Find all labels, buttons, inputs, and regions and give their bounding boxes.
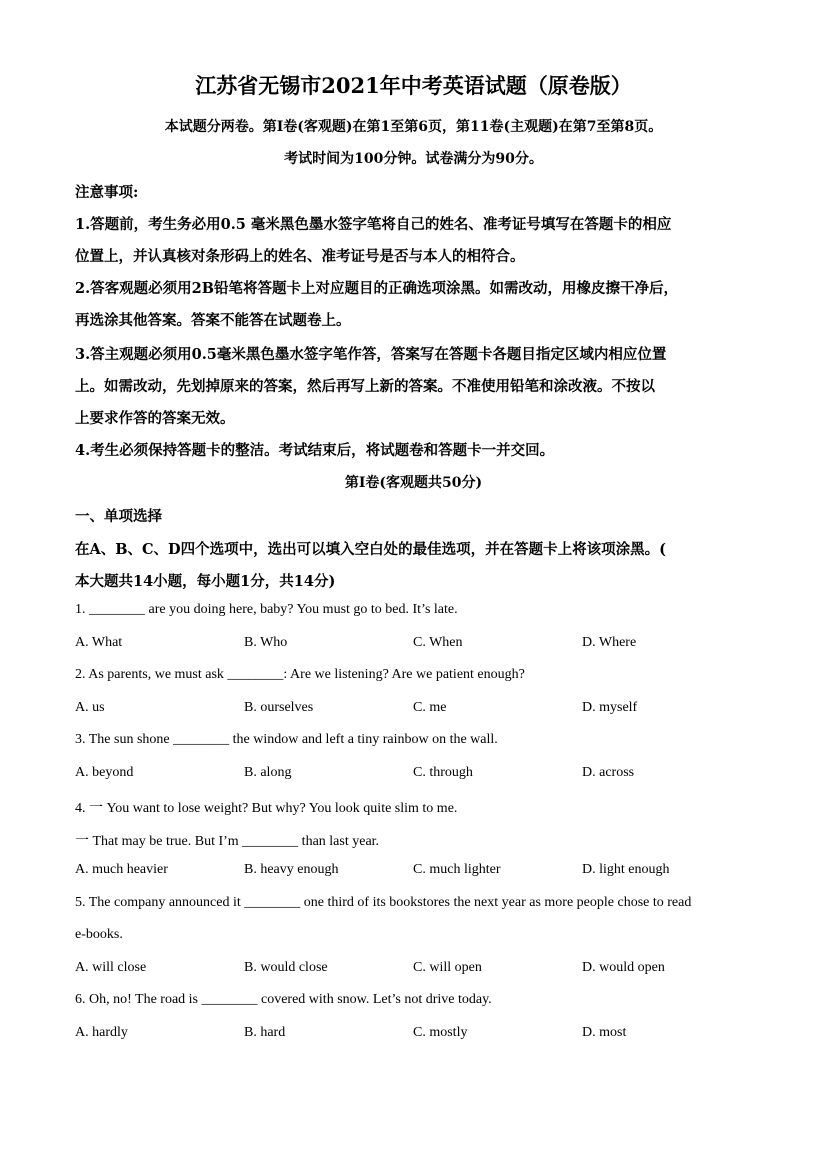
option-c: C. will open — [413, 960, 482, 975]
option-b: B. would close — [244, 960, 328, 975]
option-a: A. will close — [75, 960, 147, 975]
option-d: D. across — [582, 765, 635, 780]
question-1: 1. ________ are you doing here, baby? You must go to bed. It’s late. — [75, 602, 458, 617]
option-c: C. mostly — [413, 1025, 468, 1040]
notice-line: 1.答题前，考生务必用0.5 毫米黑色墨水签字笔将自己的姓名、准考证号填写在答题卡的相应 — [75, 216, 672, 233]
option-b: B. Who — [244, 635, 288, 650]
question-3: 3. The sun shone ________ the window and left a tiny rainbow on the wall. — [75, 732, 498, 747]
option-a: A. much heavier — [75, 862, 168, 877]
question-5-line-2: e-books. — [75, 927, 123, 942]
notice-line: 上要求作答的答案无效。 — [75, 410, 235, 427]
question-4-line-2: 一 That may be true. But I’m ________ than last year. — [75, 834, 380, 849]
notice-line: 再选涂其他答案。答案不能答在试题卷上。 — [75, 312, 351, 329]
question-6: 6. Oh, no! The road is ________ covered with snow. Let’s not drive today. — [75, 992, 492, 1007]
option-a: A. hardly — [75, 1025, 128, 1040]
notice-line: 位置上，并认真核对条形码上的姓名、准考证号是否与本人的相符合。 — [75, 248, 525, 265]
part-heading: 第I卷(客观题共50分) — [344, 475, 483, 491]
intro-line-2: 考试时间为100分钟。试卷满分为90分。 — [284, 151, 543, 167]
option-d: D. light enough — [582, 862, 670, 877]
notice-heading: 注意事项: — [75, 184, 139, 201]
notice-line: 4.考生必须保持答题卡的整洁。考试结束后，将试题卷和答题卡一并交回。 — [75, 442, 555, 459]
option-c: C. When — [413, 635, 463, 650]
option-b: B. ourselves — [244, 700, 314, 715]
option-d: D. myself — [582, 700, 638, 715]
question-4: 4. 一 You want to lose weight? But why? You look quite slim to me. — [75, 801, 458, 816]
option-a: A. What — [75, 635, 123, 650]
option-d: D. Where — [582, 635, 637, 650]
page-title: 江苏省无锡市2021年中考英语试题（原卷版） — [195, 73, 632, 98]
question-2: 2. As parents, we must ask ________: Are we listening? Are we patient enough? — [75, 667, 525, 682]
notice-line: 2.答客观题必须用2B铅笔将答题卡上对应题目的正确选项涂黑。如需改动，用橡皮擦干净后， — [75, 280, 678, 297]
option-a: A. beyond — [75, 765, 134, 780]
instructions-line: 在A、B、C、D四个选项中，选出可以填入空白处的最佳选项，并在答题卡上将该项涂黑。( — [75, 541, 666, 558]
option-b: B. hard — [244, 1025, 286, 1040]
notice-line: 3.答主观题必须用0.5毫米黑色墨水签字笔作答，答案写在答题卡各题目指定区域内相应位置 — [75, 346, 667, 363]
section-heading: 一、单项选择 — [75, 508, 162, 525]
option-b: B. heavy enough — [244, 862, 339, 877]
instructions-line: 本大题共14小题，每小题1分，共14分) — [75, 573, 336, 590]
option-b: B. along — [244, 765, 292, 780]
option-c: C. much lighter — [413, 862, 501, 877]
option-c: C. me — [413, 700, 447, 715]
option-d: D. would open — [582, 960, 665, 975]
notice-line: 上。如需改动，先划掉原来的答案，然后再写上新的答案。不准使用铅笔和涂改液。不按以 — [75, 378, 655, 395]
option-c: C. through — [413, 765, 473, 780]
question-5: 5. The company announced it ________ one third of its bookstores the next year as more people chose to read — [75, 895, 692, 910]
option-a: A. us — [75, 700, 105, 715]
intro-line-1: 本试题分两卷。第I卷(客观题)在第1至第6页，第11卷(主观题)在第7至第8页。 — [164, 119, 663, 135]
option-d: D. most — [582, 1025, 627, 1040]
